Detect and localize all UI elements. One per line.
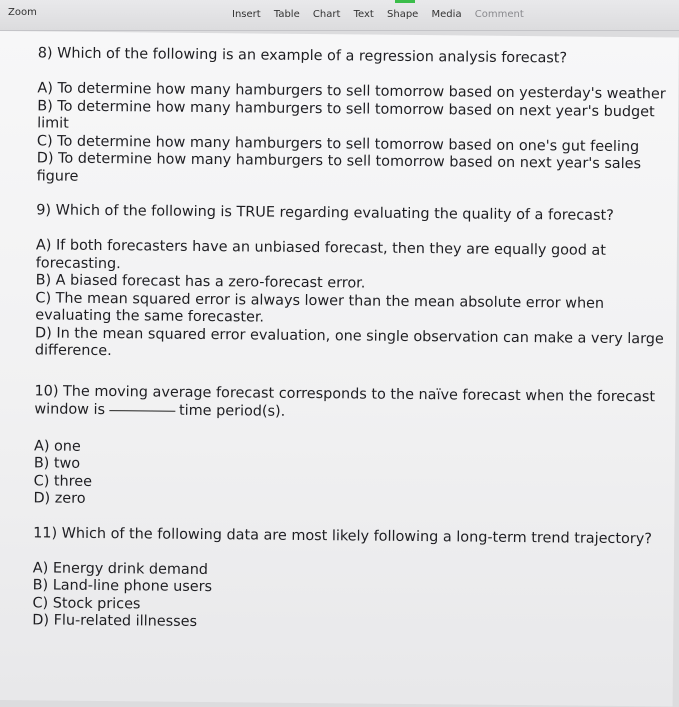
toolbar-media[interactable]: Media	[431, 9, 462, 20]
option: C) three	[33, 472, 93, 490]
question-10	[34, 382, 664, 424]
option: D) To determine how many hamburgers to sell tomorrow based on next year's sales figure	[36, 150, 642, 185]
toolbar-menu	[232, 9, 534, 20]
zoom-label[interactable]: Zoom	[8, 7, 37, 18]
answer-blank	[109, 410, 175, 412]
option: D) zero	[33, 490, 86, 507]
toolbar-comment[interactable]: Comment	[474, 9, 524, 20]
option: D) Flu-related illnesses	[32, 612, 198, 630]
option: B) two	[33, 455, 81, 472]
toolbar	[0, 0, 679, 31]
option: C) The mean squared error is always lower than the mean absolute error when evaluating the same forecaster.	[35, 289, 605, 326]
option: C) Stock prices	[32, 594, 141, 612]
document-page	[0, 31, 679, 706]
toolbar-insert[interactable]: Insert	[232, 9, 261, 20]
question-8: 8) Which of the following is an example of a regression analysis forecast?	[37, 45, 568, 67]
question-list	[32, 44, 668, 652]
option: C) To determine how many hamburgers to sell tomorrow based on one's gut feeling	[36, 132, 640, 155]
option: A) Energy drink demand	[32, 559, 209, 578]
toolbar-chart[interactable]: Chart	[312, 9, 341, 20]
option: A) If both forecasters have an unbiased forecast, then they are equally good at forecasting.	[35, 237, 607, 272]
toolbar-text[interactable]: Text	[353, 9, 374, 20]
option: B) A biased forecast has a zero-forecast error.	[35, 272, 366, 292]
question-11-options	[32, 560, 663, 636]
question-10-options	[33, 438, 664, 514]
option: A) To determine how many hamburgers to sell tomorrow based on yesterday's weather	[37, 80, 666, 103]
option: D) In the mean squared error evaluation, one single observation can make a very large difference.	[34, 324, 664, 360]
question-9: 9) Which of the following is TRUE regarding evaluating the quality of a forecast?	[36, 202, 614, 224]
question-9-options	[35, 237, 666, 366]
option: A) one	[33, 437, 81, 455]
toolbar-table[interactable]: Table	[273, 9, 300, 20]
question-10-text-end: time period(s).	[178, 402, 286, 420]
option: B) Land-line phone users	[32, 577, 213, 596]
toolbar-shape[interactable]: Shape	[387, 9, 419, 20]
question-10-text: 10) The moving average forecast corresponds to the naïve forecast when the forecast window is	[34, 382, 656, 418]
option: B) To determine how many hamburgers to sell tomorrow based on next year's budget limit	[37, 97, 655, 132]
toolbar-indicator	[395, 0, 415, 3]
question-8-options	[37, 80, 668, 191]
question-11: 11) Which of the following data are most likely following a long-term trend trajectory?	[33, 524, 652, 547]
